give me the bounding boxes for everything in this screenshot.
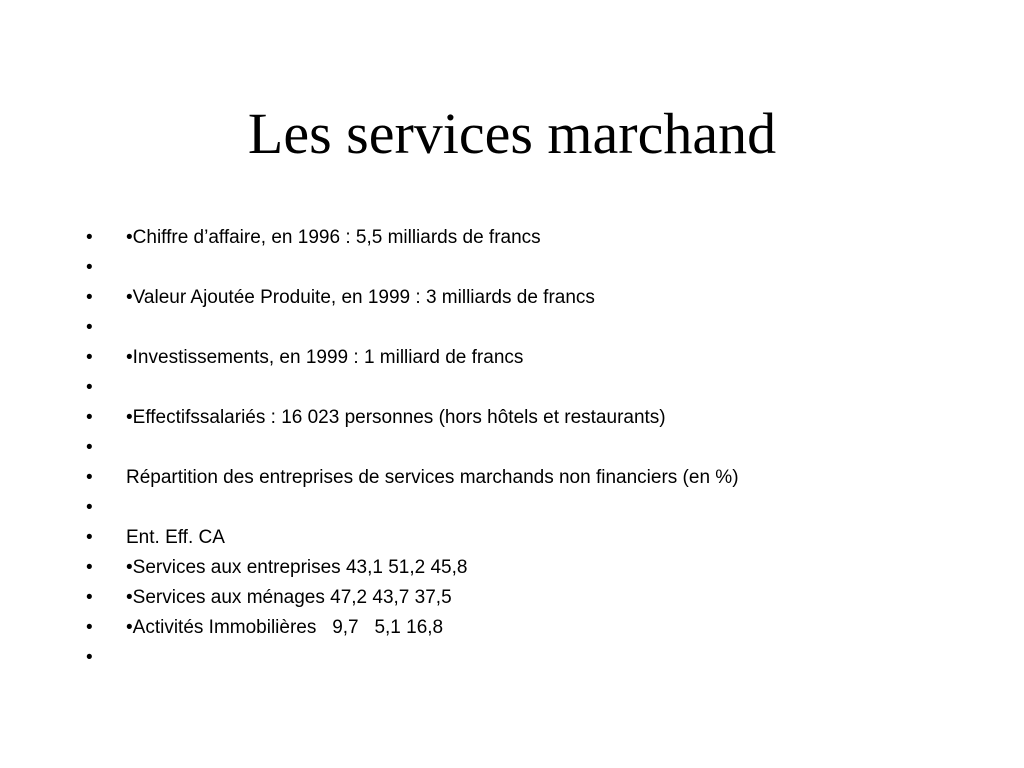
bullet-marker: • bbox=[86, 557, 93, 578]
list-item-text: •Investissements, en 1999 : 1 milliard de francs bbox=[126, 347, 524, 368]
list-item-text: Ent. Eff. CA bbox=[126, 527, 225, 548]
list-item bbox=[0, 433, 1024, 463]
list-item bbox=[0, 403, 1024, 433]
slide-title: Les services marchand bbox=[247, 101, 777, 166]
list-item bbox=[0, 613, 1024, 643]
list-item bbox=[0, 283, 1024, 313]
list-item bbox=[0, 313, 1024, 343]
bullet-marker: • bbox=[86, 347, 93, 368]
bullet-marker: • bbox=[86, 497, 93, 518]
list-item bbox=[0, 493, 1024, 523]
list-item bbox=[0, 463, 1024, 493]
list-item bbox=[0, 223, 1024, 253]
list-item bbox=[0, 523, 1024, 553]
list-item bbox=[0, 553, 1024, 583]
list-item-text: •Chiffre d’affaire, en 1996 : 5,5 milliards de francs bbox=[126, 227, 541, 248]
list-item-text: •Activités Immobilières 9,7 5,1 16,8 bbox=[126, 617, 444, 638]
bullet-marker: • bbox=[86, 587, 93, 608]
bullet-marker: • bbox=[86, 437, 93, 458]
list-item bbox=[0, 583, 1024, 613]
list-item-text: •Services aux entreprises 43,1 51,2 45,8 bbox=[126, 557, 468, 578]
list-item-text: •Services aux ménages 47,2 43,7 37,5 bbox=[126, 587, 452, 608]
list-item-text: Répartition des entreprises de services marchands non financiers (en %) bbox=[126, 467, 739, 488]
list-item bbox=[0, 643, 1024, 673]
list-item-text: •Effectifssalariés : 16 023 personnes (hors hôtels et restaurants) bbox=[126, 407, 666, 428]
bullet-marker: • bbox=[86, 527, 93, 548]
bullet-marker: • bbox=[86, 467, 93, 488]
list-item bbox=[0, 343, 1024, 373]
bullet-marker: • bbox=[86, 257, 93, 278]
bullet-marker: • bbox=[86, 407, 93, 428]
bullet-marker: • bbox=[86, 317, 93, 338]
bullet-marker: • bbox=[86, 617, 93, 638]
list-item-text: •Valeur Ajoutée Produite, en 1999 : 3 milliards de francs bbox=[126, 287, 595, 308]
bullet-list bbox=[0, 223, 1024, 673]
bullet-marker: • bbox=[86, 377, 93, 398]
list-item bbox=[0, 253, 1024, 283]
bullet-marker: • bbox=[86, 647, 93, 668]
bullet-marker: • bbox=[86, 227, 93, 248]
list-item bbox=[0, 373, 1024, 403]
bullet-marker: • bbox=[86, 287, 93, 308]
